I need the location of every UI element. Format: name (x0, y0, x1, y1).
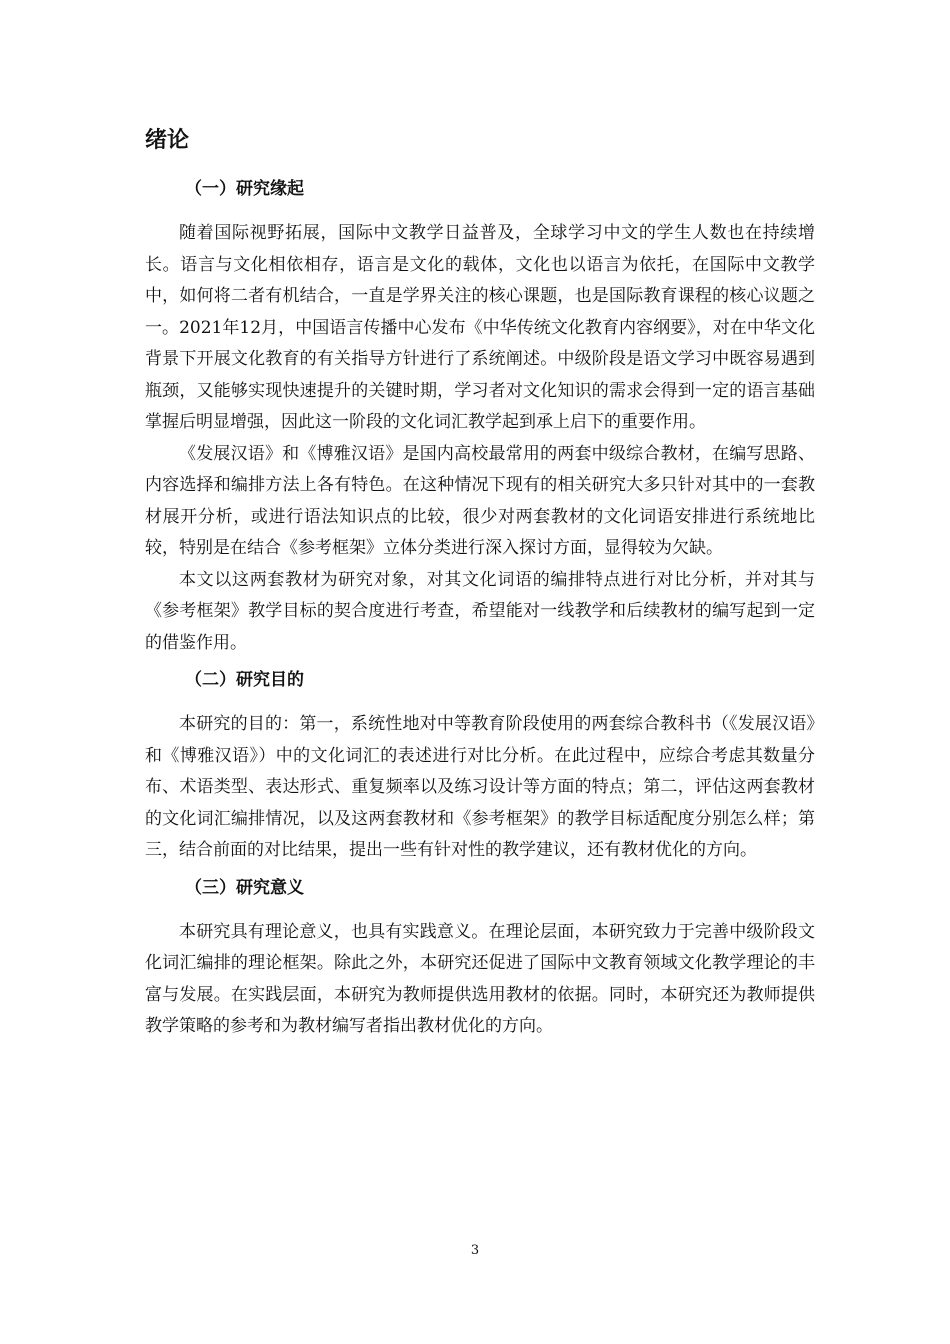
paragraph: 《发展汉语》和《博雅汉语》是国内高校最常用的两套中级综合教材，在编写思路、内容选择和编排方法上各有特色。在这种情况下现有的相关研究大多只针对其中的一套教材展开分析，或进行语法知识点的比较，很少对两套教材的文化词语安排进行系统地比较，特别是在结合《参考框架》立体分类进行深入探讨方面，显得较为欠缺。 (145, 443, 815, 558)
paragraph: 本文以这两套教材为研究对象，对其文化词语的编排特点进行对比分析，并对其与《参考框架》教学目标的契合度进行考查，希望能对一线教学和后续教材的编写起到一定的借鉴作用。 (145, 569, 815, 653)
spacer (145, 206, 815, 218)
spacer (145, 905, 815, 917)
section-heading-origin: （一）研究缘起 (185, 179, 304, 199)
paragraph: 本研究具有理论意义，也具有实践意义。在理论层面，本研究致力于完善中级阶段文化词汇编排的理论框架。除此之外，本研究还促进了国际中文教育领域文化教学理论的丰富与发展。在实践层面，本研究为教师提供选用教材的依据。同时，本研究还为教师提供教学策略的参考和为教材编写者指出教材优化的方向。 (145, 921, 815, 1036)
paragraph: 本研究的目的：第一，系统性地对中等教育阶段使用的两套综合教科书（《发展汉语》和《博雅汉语》）中的文化词汇的表述进行对比分析。在此过程中，应综合考虑其数量分布、术语类型、表达形式、重复频率以及练习设计等方面的特点；第二，评估这两套教材的文化词汇编排情况，以及这两套教材和《参考框架》的教学目标适配度分别怎么样；第三，结合前面的对比结果，提出一些有针对性的教学建议，还有教材优化的方向。 (145, 714, 815, 860)
section-heading-significance: （三）研究意义 (185, 877, 304, 898)
chapter-title: 绪论 (145, 128, 190, 153)
paragraph: 随着国际视野拓展，国际中文教学日益普及，全球学习中文的学生人数也在持续增长。语言与文化相依相存，语言是文化的载体，文化也以语言为依托，在国际中文教学中，如何将二者有机结合，一直是学界关注的核心课题，也是国际教育课程的核心议题之一。2021年12月，中国语言传播中心发布《中华传统文化教育内容纲要》，对在中华文化背景下开展文化教育的有关指导方针进行了系统阐述。中级阶段是语文学习中既容易遇到瓶颈，又能够实现快速提升的关键时期，学习者对文化知识的需求会得到一定的语言基础掌握后明显增强，因此这一阶段的文化词汇教学起到承上启下的重要作用。 (145, 223, 815, 432)
page-number: 3 (470, 1243, 480, 1258)
spacer (145, 697, 815, 709)
document-body (145, 124, 815, 1043)
section-heading-purpose: （二）研究目的 (185, 670, 304, 690)
